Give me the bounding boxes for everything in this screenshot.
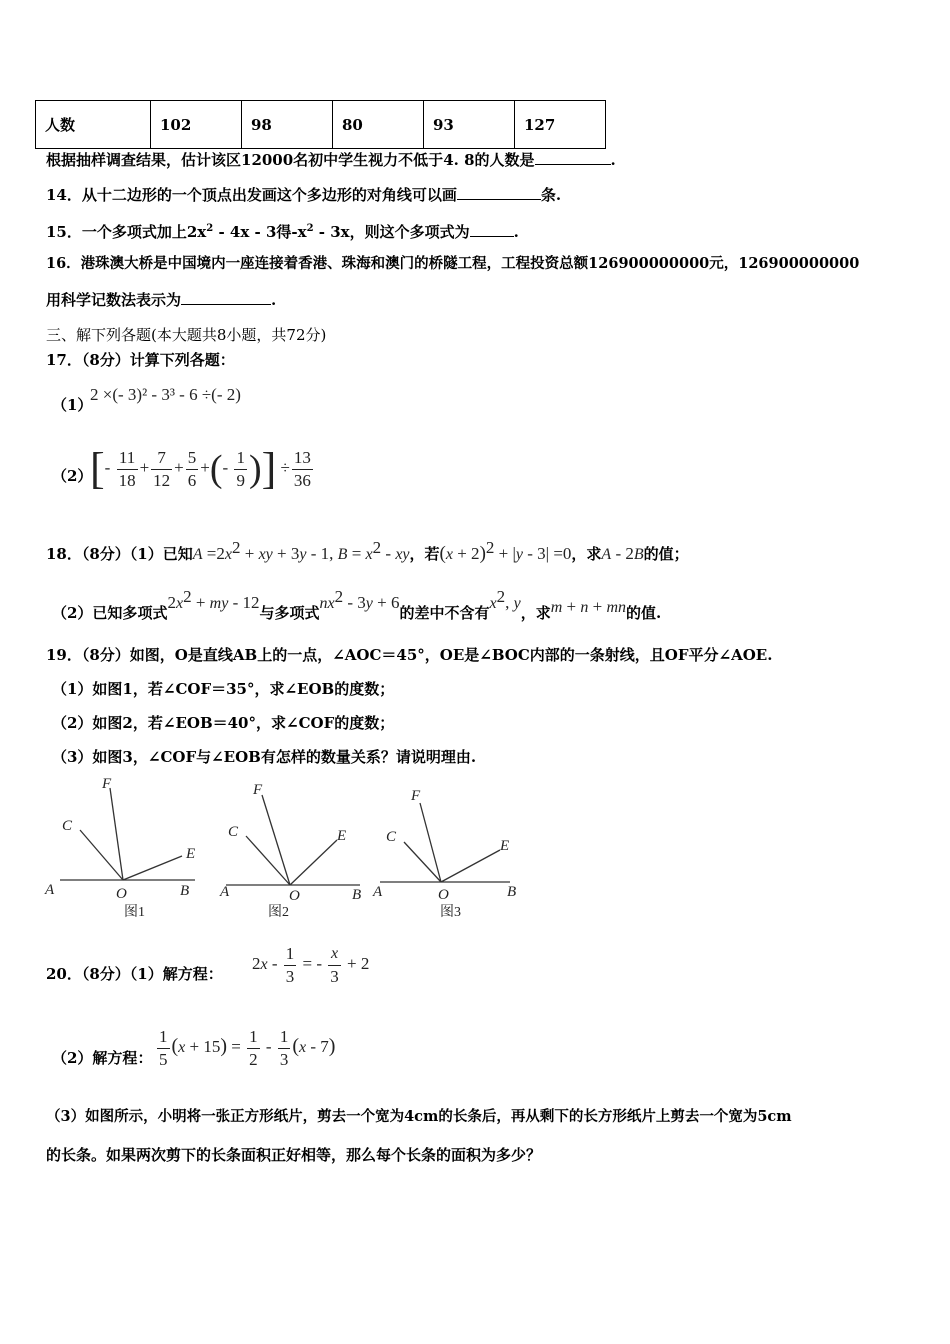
table-cell: 80 (333, 101, 424, 149)
question-20-part3-line1: （3）如图所示，小明将一张正方形纸片，剪去一个宽为4cm的长条后，再从剩下的长方形纸片上剪去一个宽为5cm (46, 1108, 792, 1125)
point-label: E (186, 846, 196, 862)
question-20-part2-equation: $\frac{1}{5}$ (x + 15) = $\frac{1}{2}$ - $\frac{1}{3}$ (x - 7) (159, 1026, 336, 1069)
table-cell: 127 (515, 101, 606, 149)
point-label: C (386, 829, 397, 845)
point-label: F (253, 782, 263, 798)
question-14: 14．从十二边形的一个顶点出发画这个多边形的对角线可以画 条. (46, 186, 562, 204)
angle-figures (0, 770, 560, 925)
table-row (36, 101, 606, 149)
question-15: 15．一个多项式加上$2x^2 - 4x - 3$得$-x^2 - 3x$，则这个多项式为 . (46, 223, 519, 241)
question-20-part1: 20．（8分）（1）解方程： (46, 965, 223, 983)
table-cell: 102 (151, 101, 242, 149)
answer-blank (470, 222, 514, 237)
answer-blank (181, 290, 271, 305)
point-label: E (500, 838, 510, 854)
question-16-line1: 16．港珠澳大桥是中国境内一座连接着香港、珠海和澳门的桥隧工程，工程投资总额126900000000元，126900000000 (46, 255, 860, 272)
question-16-line2: 用科学记数法表示为 . (46, 291, 277, 309)
answer-blank (535, 150, 611, 165)
point-label: O (289, 888, 300, 904)
figure-1-lines (60, 788, 195, 880)
table-cell: 93 (424, 101, 515, 149)
section-title: 三、解下列各题(本大题共8小题，共72分) (46, 326, 327, 344)
point-label: C (228, 824, 239, 840)
question-19-part1: （1）如图1，若∠COF＝35°，求∠EOB的度数； (52, 680, 395, 698)
figure-caption: 图1 (124, 905, 145, 920)
point-label: B (352, 887, 362, 903)
question-17-title: 17．（8分）计算下列各题： (46, 351, 235, 369)
figure-caption: 图3 (440, 905, 461, 920)
question-20-part3-line2: 的长条。如果两次剪下的长条面积正好相等，那么每个长条的面积为多少？ (46, 1146, 542, 1164)
question-18-part1: 18．（8分）（1）已知$A =2x^2$ + xy + 3y - 1, $B = x^2$ - xy，若$(x + 2)^2 + |y - 3| =0$，求A - 2B的值； (46, 538, 689, 564)
question-17-part2-expr: [- $\frac{11}{18}$ + $\frac{7}{12}$ + $\frac{5}{6}$ +(- $\frac{1}{9}$ )] ÷ $\frac{13}{36}$ (90, 444, 311, 494)
question-19-part2: （2）如图2，若∠EOB＝40°，求∠COF的度数； (52, 714, 395, 732)
point-label: B (180, 883, 190, 899)
answer-blank (457, 185, 541, 200)
figure-3-lines (380, 803, 510, 882)
table-cell: 98 (242, 101, 333, 149)
point-label: A (373, 884, 383, 900)
point-label: F (411, 788, 421, 804)
count-table (35, 100, 606, 149)
question-17-part1-expr: 2 ×(- 3)² - 3³ - 6 ÷(- 2) (90, 385, 241, 404)
question-18-part2: （2）已知多项式$2x^2$ + my - 12与多项式$nx^2 - 3y + 6$的差中不含有$x^2$, y，求m + n + mn的值. (52, 587, 662, 622)
point-label: B (507, 884, 517, 900)
point-label: F (102, 776, 112, 792)
question-17-part1-label: （1） (52, 396, 93, 414)
question-17-part2-label: （2） (52, 467, 93, 485)
question-20-part2: （2）解方程： (52, 1049, 153, 1067)
figure-caption: 图2 (268, 905, 289, 920)
question-20-part1-equation: 2x - $\frac{1}{3}$ = - $\frac{x}{3}$ + 2 (252, 943, 370, 986)
question-13: 根据抽样调查结果，估计该区12000名初中学生视力不低于4. 8的人数是 . (46, 151, 616, 169)
point-label: A (220, 884, 230, 900)
point-label: C (62, 818, 73, 834)
point-label: E (337, 828, 347, 844)
point-label: A (45, 882, 55, 898)
question-19-title: 19．（8分）如图，O是直线AB上的一点，∠AOC＝45°，OE是∠BOC内部的一条射线，且OF平分∠AOE. (46, 646, 773, 664)
question-19-part3: （3）如图3，∠COF与∠EOB有怎样的数量关系？请说明理由. (52, 748, 477, 766)
point-label: O (438, 887, 449, 903)
point-label: O (116, 886, 127, 902)
table-row-label: 人数 (36, 101, 151, 149)
